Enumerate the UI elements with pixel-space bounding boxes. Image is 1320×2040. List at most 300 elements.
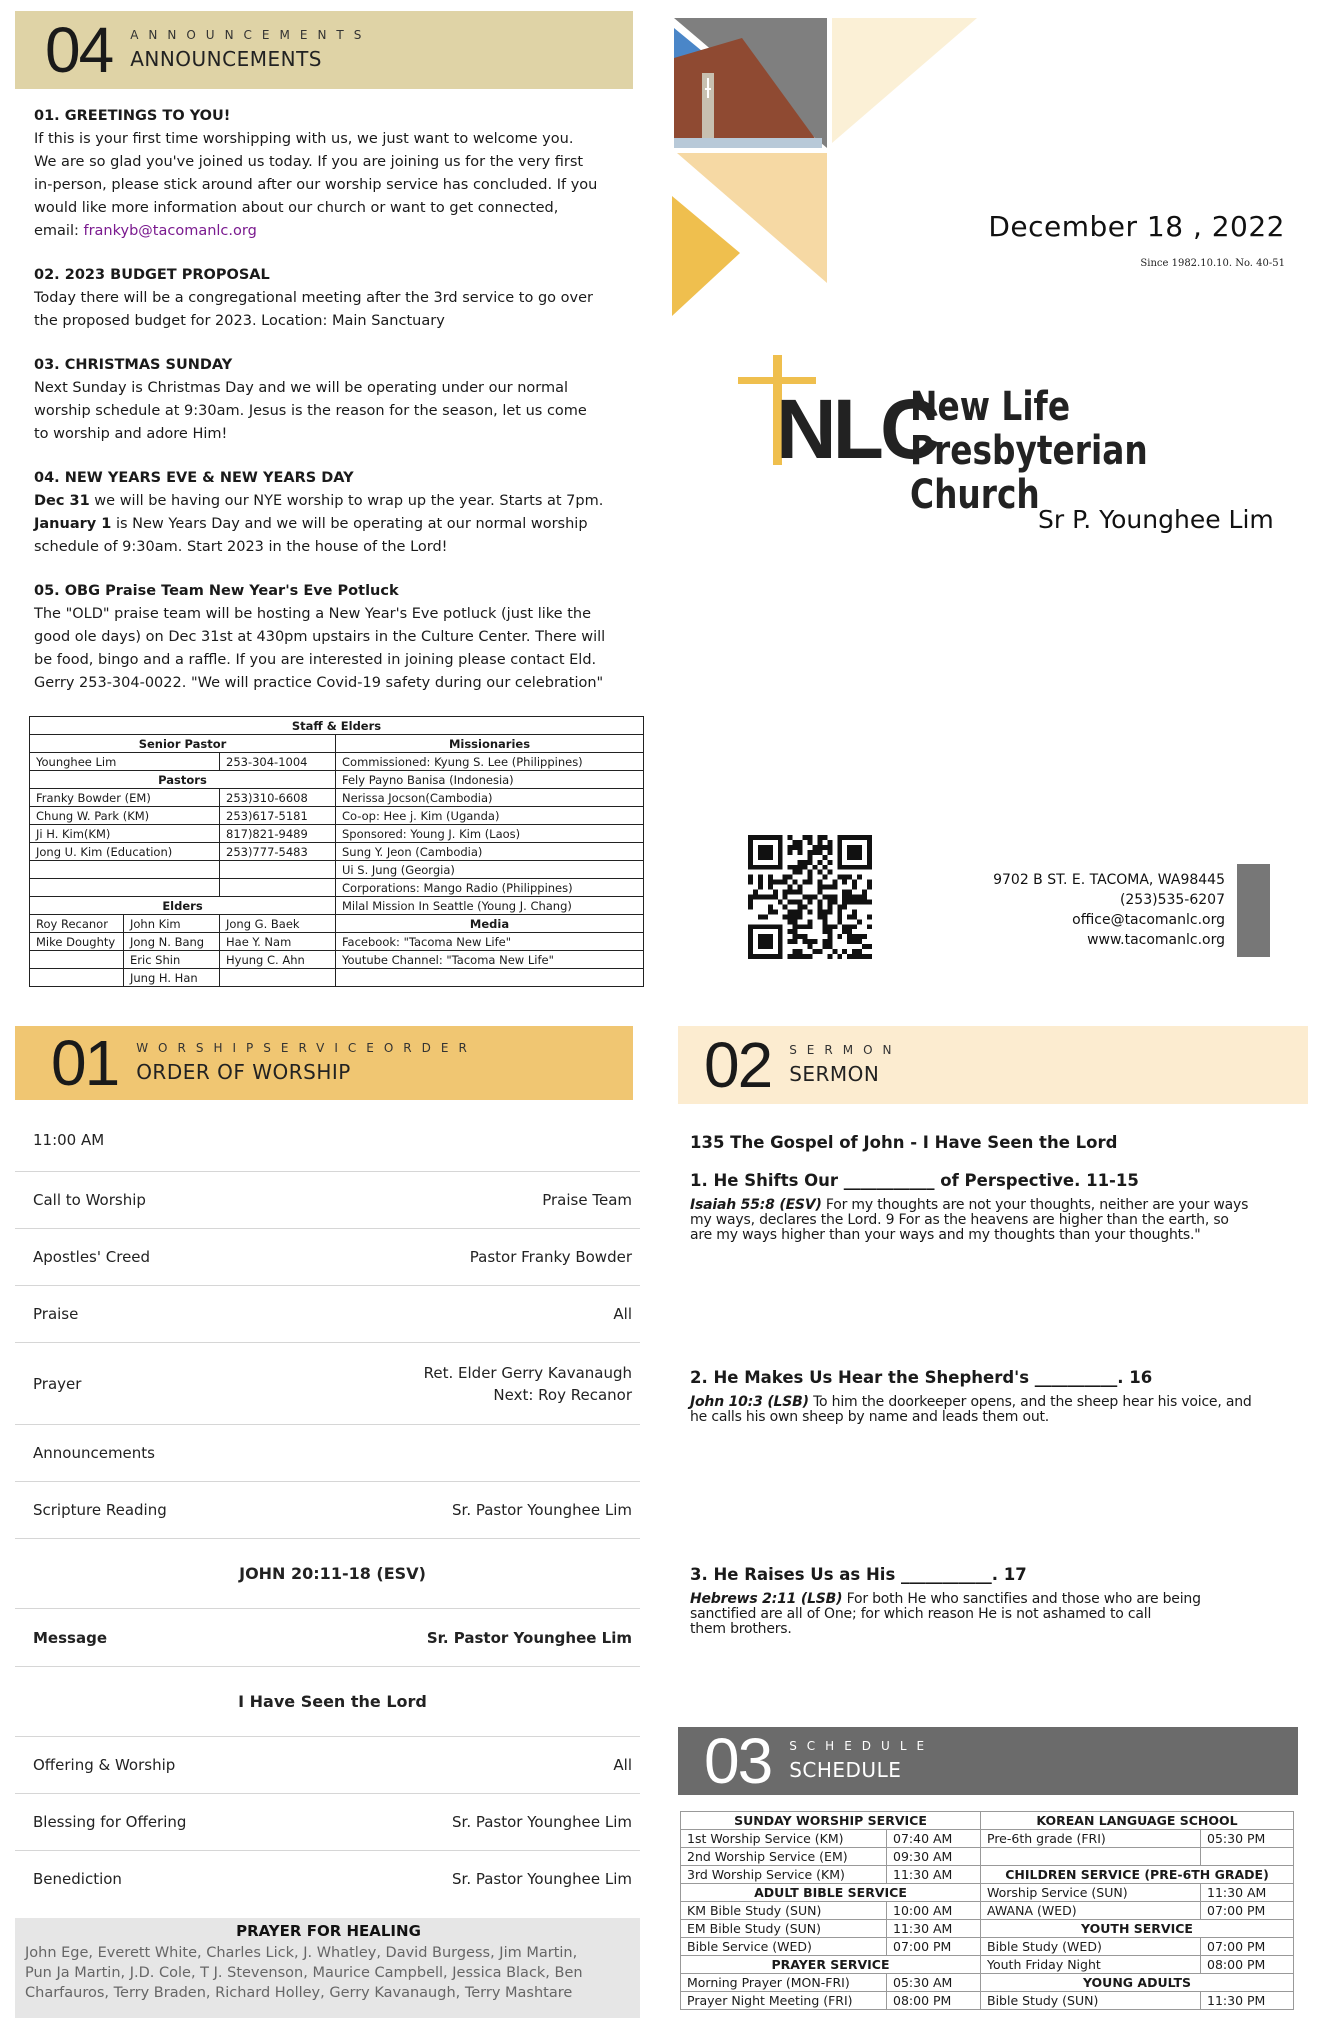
- worship-row: [15, 1286, 640, 1343]
- qr-module: [808, 860, 813, 865]
- schedule-event: Prayer Night Meeting (FRI): [681, 1992, 887, 2010]
- qr-module: [763, 855, 768, 860]
- worship-header: [15, 1026, 633, 1100]
- qr-module: [808, 870, 813, 875]
- qr-module: [763, 850, 768, 855]
- qr-module: [808, 924, 813, 929]
- section-spaced-label: WORSHIPSERVICEORDER: [136, 1041, 477, 1055]
- worship-row: [15, 1851, 640, 1906]
- qr-module: [768, 835, 773, 840]
- missionary: Nerissa Jocson(Cambodia): [336, 789, 644, 807]
- qr-module: [812, 939, 817, 944]
- church-name: [910, 385, 1246, 517]
- schedule-time: 10:00 AM: [887, 1902, 981, 1920]
- qr-code[interactable]: [748, 835, 872, 959]
- scripture-passage: [15, 1539, 640, 1609]
- elder-name: Eric Shin: [124, 951, 220, 969]
- sermon-point-title: 3. He Raises Us as His ___________. 17: [690, 1565, 1027, 1584]
- website[interactable]: www.tacomanlc.org: [1087, 932, 1225, 948]
- worship-leader: All: [613, 1305, 632, 1323]
- qr-module: [847, 934, 852, 939]
- elder-name: Jung H. Han: [124, 969, 220, 987]
- qr-module: [827, 904, 832, 909]
- qr-module: [788, 914, 793, 919]
- prayer-for-healing: [15, 1918, 640, 2018]
- qr-module: [862, 835, 867, 840]
- empty-cell: [30, 861, 220, 879]
- qr-module: [758, 939, 763, 944]
- qr-module: [842, 899, 847, 904]
- qr-module: [827, 909, 832, 914]
- street-address: 9702 B ST. E. TACOMA, WA98445: [993, 872, 1225, 888]
- church-name-line-2: Presbyterian Church: [910, 428, 1148, 518]
- announcement-line: we will be having our NYE worship to wrap up the year. Starts at 7pm.: [89, 493, 604, 509]
- qr-module: [768, 850, 773, 855]
- qr-module: [862, 954, 867, 959]
- qr-module: [748, 904, 753, 909]
- schedule-event: Bible Study (SUN): [981, 1992, 1201, 2010]
- staff-name: Ji H. Kim(KM): [30, 825, 220, 843]
- qr-module: [753, 954, 758, 959]
- qr-module: [867, 865, 872, 870]
- section-spaced-label: SERMON: [789, 1043, 902, 1057]
- qr-module: [748, 875, 753, 880]
- qr-module: [817, 904, 822, 909]
- section-number: 01: [51, 1027, 119, 1099]
- worship-item: Prayer: [33, 1374, 82, 1393]
- qr-module: [867, 860, 872, 865]
- schedule-event: Morning Prayer (MON-FRI): [681, 1974, 887, 1992]
- qr-module: [793, 934, 798, 939]
- qr-module: [798, 949, 803, 954]
- qr-module: [817, 909, 822, 914]
- qr-module: [793, 840, 798, 845]
- qr-module: [753, 890, 758, 895]
- qr-module: [852, 895, 857, 900]
- qr-module: [763, 895, 768, 900]
- prayer-names-line: John Ege, Everett White, Charles Lick, J. Whatley, David Burgess, Jim Martin,: [25, 1945, 578, 1961]
- announcement-line: schedule of 9:30am. Start 2023 in the house of the Lord!: [34, 539, 448, 555]
- qr-module: [788, 890, 793, 895]
- announcement-item: [34, 264, 624, 333]
- schedule-header: [678, 1727, 1298, 1795]
- qr-module: [783, 890, 788, 895]
- qr-module: [847, 875, 852, 880]
- worship-leader: All: [613, 1756, 632, 1774]
- empty-cell: [220, 861, 336, 879]
- qr-module: [822, 914, 827, 919]
- qr-module: [857, 835, 862, 840]
- qr-module: [773, 865, 778, 870]
- qr-module: [817, 890, 822, 895]
- qr-module: [763, 939, 768, 944]
- qr-module: [783, 875, 788, 880]
- qr-module: [758, 835, 763, 840]
- missionary: Commissioned: Kyung S. Lee (Philippines): [336, 753, 644, 771]
- qr-module: [857, 934, 862, 939]
- qr-module: [862, 890, 867, 895]
- schedule-time: [1201, 1848, 1294, 1866]
- qr-module: [758, 914, 763, 919]
- schedule-group-header: YOUNG ADULTS: [981, 1974, 1294, 1992]
- qr-module: [808, 954, 813, 959]
- qr-module: [753, 835, 758, 840]
- qr-module: [862, 865, 867, 870]
- qr-module: [822, 909, 827, 914]
- qr-module: [793, 914, 798, 919]
- sermon-notes: [690, 1133, 1290, 1637]
- qr-module: [817, 914, 822, 919]
- qr-module: [827, 929, 832, 934]
- qr-module: [758, 865, 763, 870]
- qr-module: [758, 944, 763, 949]
- qr-module: [857, 899, 862, 904]
- announcement-title: 01. GREETINGS TO YOU!: [34, 108, 231, 124]
- verse-reference: John 10:3 (LSB): [690, 1394, 809, 1410]
- qr-module: [867, 840, 872, 845]
- verse-text: them brothers.: [690, 1621, 792, 1637]
- qr-module: [793, 919, 798, 924]
- qr-module: [847, 855, 852, 860]
- announcement-line: Gerry 253-304-0022. "We will practice Covid-19 safety during our celebration": [34, 675, 604, 691]
- qr-module: [827, 840, 832, 845]
- qr-module: [867, 924, 872, 929]
- qr-module: [778, 835, 783, 840]
- qr-module: [812, 850, 817, 855]
- qr-module: [793, 880, 798, 885]
- qr-module: [793, 890, 798, 895]
- elder-name: [220, 969, 336, 987]
- qr-module: [808, 840, 813, 845]
- email-link[interactable]: frankyb@tacomanlc.org: [83, 223, 257, 239]
- qr-module: [758, 934, 763, 939]
- schedule-event: KM Bible Study (SUN): [681, 1902, 887, 1920]
- qr-module: [837, 914, 842, 919]
- qr-module: [758, 855, 763, 860]
- qr-module: [812, 949, 817, 954]
- worship-leader: Sr. Pastor Younghee Lim: [452, 1813, 632, 1831]
- qr-module: [857, 875, 862, 880]
- qr-module: [842, 890, 847, 895]
- qr-module: [798, 954, 803, 959]
- qr-module: [827, 860, 832, 865]
- qr-module: [793, 899, 798, 904]
- qr-module: [758, 880, 763, 885]
- qr-module: [778, 949, 783, 954]
- sermon-verse: [690, 1395, 1290, 1425]
- qr-module: [847, 890, 852, 895]
- qr-module: [758, 845, 763, 850]
- qr-module: [842, 904, 847, 909]
- qr-module: [867, 880, 872, 885]
- qr-module: [842, 949, 847, 954]
- order-of-worship: [15, 1108, 640, 1906]
- worship-leader: Sr. Pastor Younghee Lim: [452, 1869, 632, 1888]
- office-email[interactable]: office@tacomanlc.org: [1072, 912, 1225, 928]
- qr-module: [748, 850, 753, 855]
- worship-leader-next: Next: Roy Recanor: [493, 1385, 632, 1404]
- verse-text: To him the doorkeeper opens, and the sheep hear his voice, and: [808, 1394, 1252, 1410]
- qr-module: [748, 840, 753, 845]
- qr-module: [827, 939, 832, 944]
- qr-module: [857, 954, 862, 959]
- schedule-event: AWANA (WED): [981, 1902, 1201, 1920]
- qr-module: [753, 865, 758, 870]
- qr-module: [748, 954, 753, 959]
- missionary: Ui S. Jung (Georgia): [336, 861, 644, 879]
- elder-name: [30, 951, 124, 969]
- qr-module: [832, 885, 837, 890]
- qr-module: [748, 944, 753, 949]
- qr-module: [773, 835, 778, 840]
- announcement-line: If this is your first time worshipping with us, we just want to welcome you.: [34, 131, 574, 147]
- elder-name: Mike Doughty: [30, 933, 124, 951]
- schedule-time: 07:00 PM: [887, 1938, 981, 1956]
- qr-module: [827, 934, 832, 939]
- qr-module: [778, 954, 783, 959]
- qr-module: [867, 944, 872, 949]
- qr-module: [768, 880, 773, 885]
- qr-module: [827, 870, 832, 875]
- qr-module: [808, 835, 813, 840]
- verse-text: he calls his own sheep by name and leads them out.: [690, 1409, 1050, 1425]
- qr-module: [837, 904, 842, 909]
- qr-module: [778, 850, 783, 855]
- qr-module: [857, 895, 862, 900]
- qr-module: [763, 845, 768, 850]
- announcement-line: the proposed budget for 2023. Location: Main Sanctuary: [34, 313, 445, 329]
- qr-module: [808, 944, 813, 949]
- worship-leader: Pastor Franky Bowder: [469, 1248, 632, 1266]
- senior-pastor-name: Sr P. Younghee Lim: [1038, 505, 1274, 534]
- worship-row: [15, 1425, 640, 1482]
- qr-module: [857, 865, 862, 870]
- qr-module: [793, 909, 798, 914]
- worship-item: Announcements: [33, 1444, 155, 1462]
- qr-module: [788, 875, 793, 880]
- qr-module: [852, 835, 857, 840]
- qr-module: [808, 895, 813, 900]
- qr-module: [827, 899, 832, 904]
- staff-table: [29, 716, 644, 987]
- qr-module: [793, 865, 798, 870]
- qr-module: [763, 954, 768, 959]
- qr-module: [817, 870, 822, 875]
- announcement-line: would like more information about our church or want to get connected,: [34, 200, 559, 216]
- announcement-bold: January 1: [34, 516, 112, 532]
- worship-leader: Praise Team: [542, 1191, 632, 1209]
- qr-module: [817, 850, 822, 855]
- qr-module: [768, 895, 773, 900]
- qr-module: [822, 835, 827, 840]
- qr-module: [852, 924, 857, 929]
- qr-module: [778, 855, 783, 860]
- qr-module: [773, 954, 778, 959]
- qr-module: [852, 850, 857, 855]
- qr-module: [773, 924, 778, 929]
- qr-module: [778, 880, 783, 885]
- schedule-time: 07:40 AM: [887, 1830, 981, 1848]
- worship-row: [15, 1172, 640, 1229]
- qr-module: [768, 944, 773, 949]
- schedule-time: 08:00 PM: [1201, 1956, 1294, 1974]
- qr-module: [822, 924, 827, 929]
- schedule-event: Bible Study (WED): [981, 1938, 1201, 1956]
- qr-module: [867, 845, 872, 850]
- sermon-point: [690, 1368, 1290, 1425]
- elder-name: John Kim: [124, 915, 220, 933]
- schedule-time: 11:30 AM: [1201, 1884, 1294, 1902]
- qr-module: [837, 875, 842, 880]
- qr-module: [793, 939, 798, 944]
- qr-module: [857, 919, 862, 924]
- qr-module: [798, 840, 803, 845]
- qr-module: [798, 914, 803, 919]
- qr-module: [862, 899, 867, 904]
- qr-module: [842, 880, 847, 885]
- schedule-event: 2nd Worship Service (EM): [681, 1848, 887, 1866]
- qr-module: [852, 880, 857, 885]
- qr-module: [832, 895, 837, 900]
- qr-module: [837, 850, 842, 855]
- schedule-time: 05:30 AM: [887, 1974, 981, 1992]
- verse-text: sanctified are all of One; for which reason He is not ashamed to call: [690, 1606, 1152, 1622]
- qr-module: [748, 860, 753, 865]
- qr-module: [758, 885, 763, 890]
- qr-module: [827, 924, 832, 929]
- schedule-group-header: SUNDAY WORSHIP SERVICE: [681, 1812, 981, 1830]
- qr-module: [862, 944, 867, 949]
- qr-module: [832, 924, 837, 929]
- qr-module: [822, 875, 827, 880]
- scripture-reference: JOHN 20:11-18 (ESV): [239, 1564, 426, 1583]
- elder-name: Jong N. Bang: [124, 933, 220, 951]
- qr-module: [842, 895, 847, 900]
- elder-name: Hae Y. Nam: [220, 933, 336, 951]
- section-title: ANNOUNCEMENTS: [130, 47, 322, 71]
- qr-module: [778, 840, 783, 845]
- qr-module: [748, 939, 753, 944]
- verse-text: For both He who sanctifies and those who are being: [842, 1591, 1201, 1607]
- announcements-body: [34, 105, 624, 716]
- qr-module: [832, 899, 837, 904]
- verse-reference: Isaiah 55:8 (ESV): [690, 1197, 822, 1213]
- qr-module: [817, 949, 822, 954]
- schedule-time: 05:30 PM: [1201, 1830, 1294, 1848]
- qr-module: [788, 850, 793, 855]
- qr-module: [748, 880, 753, 885]
- prayer-names-line: Charfauros, Terry Braden, Richard Holley, Gerry Kavanaugh, Terry Mashtare: [25, 1985, 573, 2001]
- missionary: Milal Mission In Seattle (Young J. Chang): [336, 897, 644, 915]
- qr-module: [808, 909, 813, 914]
- qr-module: [808, 899, 813, 904]
- qr-module: [842, 835, 847, 840]
- qr-module: [798, 885, 803, 890]
- schedule-event: Worship Service (SUN): [981, 1884, 1201, 1902]
- schedule-time: 07:00 PM: [1201, 1902, 1294, 1920]
- qr-module: [808, 850, 813, 855]
- qr-module: [822, 845, 827, 850]
- qr-module: [758, 850, 763, 855]
- worship-row: [15, 1737, 640, 1794]
- qr-module: [753, 895, 758, 900]
- qr-module: [748, 899, 753, 904]
- qr-module: [803, 934, 808, 939]
- qr-module: [852, 899, 857, 904]
- qr-module: [748, 949, 753, 954]
- qr-module: [768, 924, 773, 929]
- qr-module: [763, 944, 768, 949]
- qr-module: [852, 885, 857, 890]
- staff-phone: 253)777-5483: [220, 843, 336, 861]
- qr-module: [827, 845, 832, 850]
- qr-module: [768, 885, 773, 890]
- elder-name: Roy Recanor: [30, 915, 124, 933]
- elders-header: Elders: [30, 897, 336, 915]
- prayer-names: [25, 1943, 632, 2003]
- qr-module: [862, 934, 867, 939]
- qr-module: [783, 904, 788, 909]
- section-number: 03: [704, 1725, 772, 1797]
- qr-module: [803, 904, 808, 909]
- qr-module: [763, 865, 768, 870]
- qr-module: [758, 875, 763, 880]
- qr-module: [822, 944, 827, 949]
- qr-module: [803, 880, 808, 885]
- qr-module: [798, 845, 803, 850]
- missionary: Fely Payno Banisa (Indonesia): [336, 771, 644, 789]
- qr-module: [773, 909, 778, 914]
- qr-module: [748, 924, 753, 929]
- qr-module: [837, 865, 842, 870]
- qr-module: [847, 865, 852, 870]
- worship-item: Blessing for Offering: [33, 1813, 187, 1831]
- qr-module: [822, 929, 827, 934]
- qr-module: [852, 914, 857, 919]
- qr-module: [847, 954, 852, 959]
- sermon-point: [690, 1565, 1290, 1637]
- qr-module: [753, 924, 758, 929]
- qr-module: [852, 954, 857, 959]
- qr-module: [748, 835, 753, 840]
- qr-module: [837, 840, 842, 845]
- announcement-item: [34, 467, 624, 559]
- worship-item: Offering & Worship: [33, 1756, 176, 1774]
- worship-row: [15, 1609, 640, 1667]
- qr-module: [768, 845, 773, 850]
- announcements-header: [15, 11, 633, 89]
- staff-name: Chung W. Park (KM): [30, 807, 220, 825]
- worship-row: [15, 1794, 640, 1851]
- qr-module: [842, 865, 847, 870]
- qr-module: [803, 860, 808, 865]
- qr-module: [793, 949, 798, 954]
- qr-module: [867, 954, 872, 959]
- qr-module: [817, 840, 822, 845]
- qr-module: [748, 845, 753, 850]
- announcement-line: in-person, please stick around after our worship service has concluded. If you: [34, 177, 598, 193]
- qr-module: [793, 924, 798, 929]
- qr-module: [852, 939, 857, 944]
- schedule-event: 3rd Worship Service (KM): [681, 1866, 887, 1884]
- qr-module: [763, 835, 768, 840]
- verse-text: my ways, declares the Lord. 9 For as the heavens are higher than the earth, so: [690, 1212, 1229, 1228]
- qr-module: [783, 895, 788, 900]
- qr-module: [793, 845, 798, 850]
- schedule-time: 08:00 PM: [887, 1992, 981, 2010]
- qr-module: [773, 890, 778, 895]
- qr-module: [827, 954, 832, 959]
